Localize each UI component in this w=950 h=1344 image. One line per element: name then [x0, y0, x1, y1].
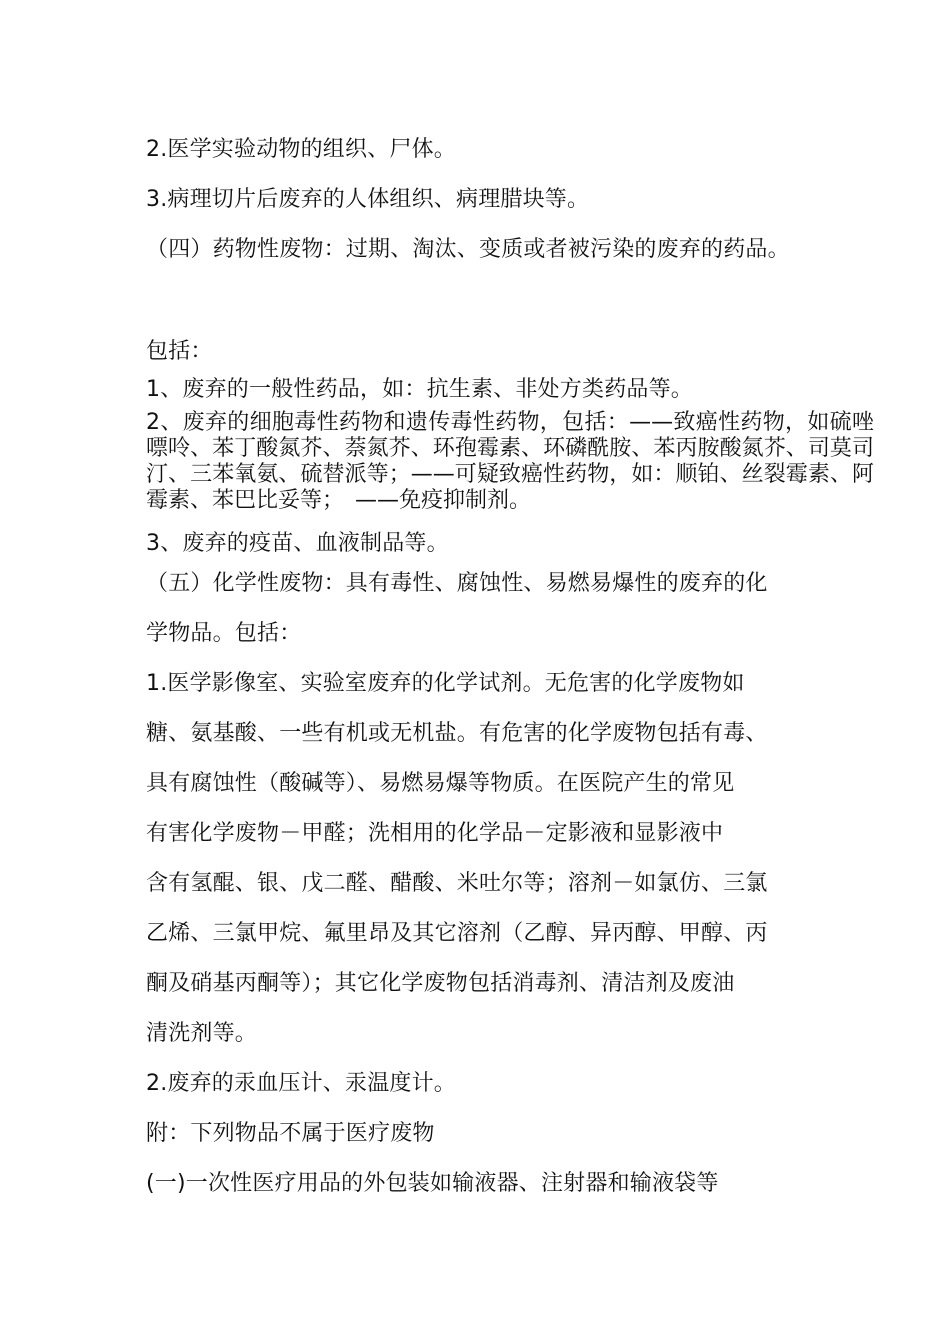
text-line: 2.医学实验动物的组织、尸体。 [146, 137, 456, 162]
text-line: 清洗剂等。 [146, 1021, 258, 1046]
text-line: 学物品。包括： [146, 621, 302, 646]
text-paragraph: 2、废弃的细胞毒性药物和遗传毒性药物，包括：——致癌性药物，如硫唑嘌呤、苯丁酸氮芥、萘氮芥、环孢霉素、环磷酰胺、苯丙胺酸氮芥、司莫司汀、三苯氧氨、硫替派等；——可疑致癌性药物，如：顺铂、丝裂霉素、阿霉素、苯巴比妥等； ——免疫抑制剂。 [146, 410, 874, 513]
text-line: 附：下列物品不属于医疗废物 [146, 1121, 435, 1146]
text-line: 具有腐蚀性（酸碱等）、易燃易爆等物质。在医院产生的常见 [146, 771, 735, 796]
text-line: 1.医学影像室、实验室废弃的化学试剂。无危害的化学废物如 [146, 671, 745, 696]
text-line: 3.病理切片后废弃的人体组织、病理腊块等。 [146, 187, 590, 212]
text-line: 1、废弃的一般性药品，如：抗生素、非处方类药品等。 [146, 377, 693, 402]
text-line: 有害化学废物－甲醛；洗相用的化学品－定影液和显影液中 [146, 821, 724, 846]
text-line: （五）化学性废物：具有毒性、腐蚀性、易燃易爆性的废弃的化 [146, 571, 768, 596]
text-line: 乙烯、三氯甲烷、氟里昂及其它溶剂（乙醇、异丙醇、甲醇、丙 [146, 921, 768, 946]
text-line: 包括： [146, 339, 213, 364]
text-line: 2.废弃的汞血压计、汞温度计。 [146, 1071, 456, 1096]
text-line: 酮及硝基丙酮等）；其它化学废物包括消毒剂、清洁剂及废油 [146, 971, 735, 996]
text-line: 糖、氨基酸、一些有机或无机盐。有危害的化学废物包括有毒、 [146, 721, 768, 746]
text-line: (一)一次性医疗用品的外包装如输液器、注射器和输液袋等 [146, 1171, 719, 1196]
text-line: 含有氢醌、银、戊二醛、醋酸、米吐尔等；溶剂－如氯仿、三氯 [146, 871, 768, 896]
text-line: 3、废弃的疫苗、血液制品等。 [146, 531, 449, 556]
text-line: （四）药物性废物：过期、淘汰、变质或者被污染的废弃的药品。 [146, 237, 790, 262]
